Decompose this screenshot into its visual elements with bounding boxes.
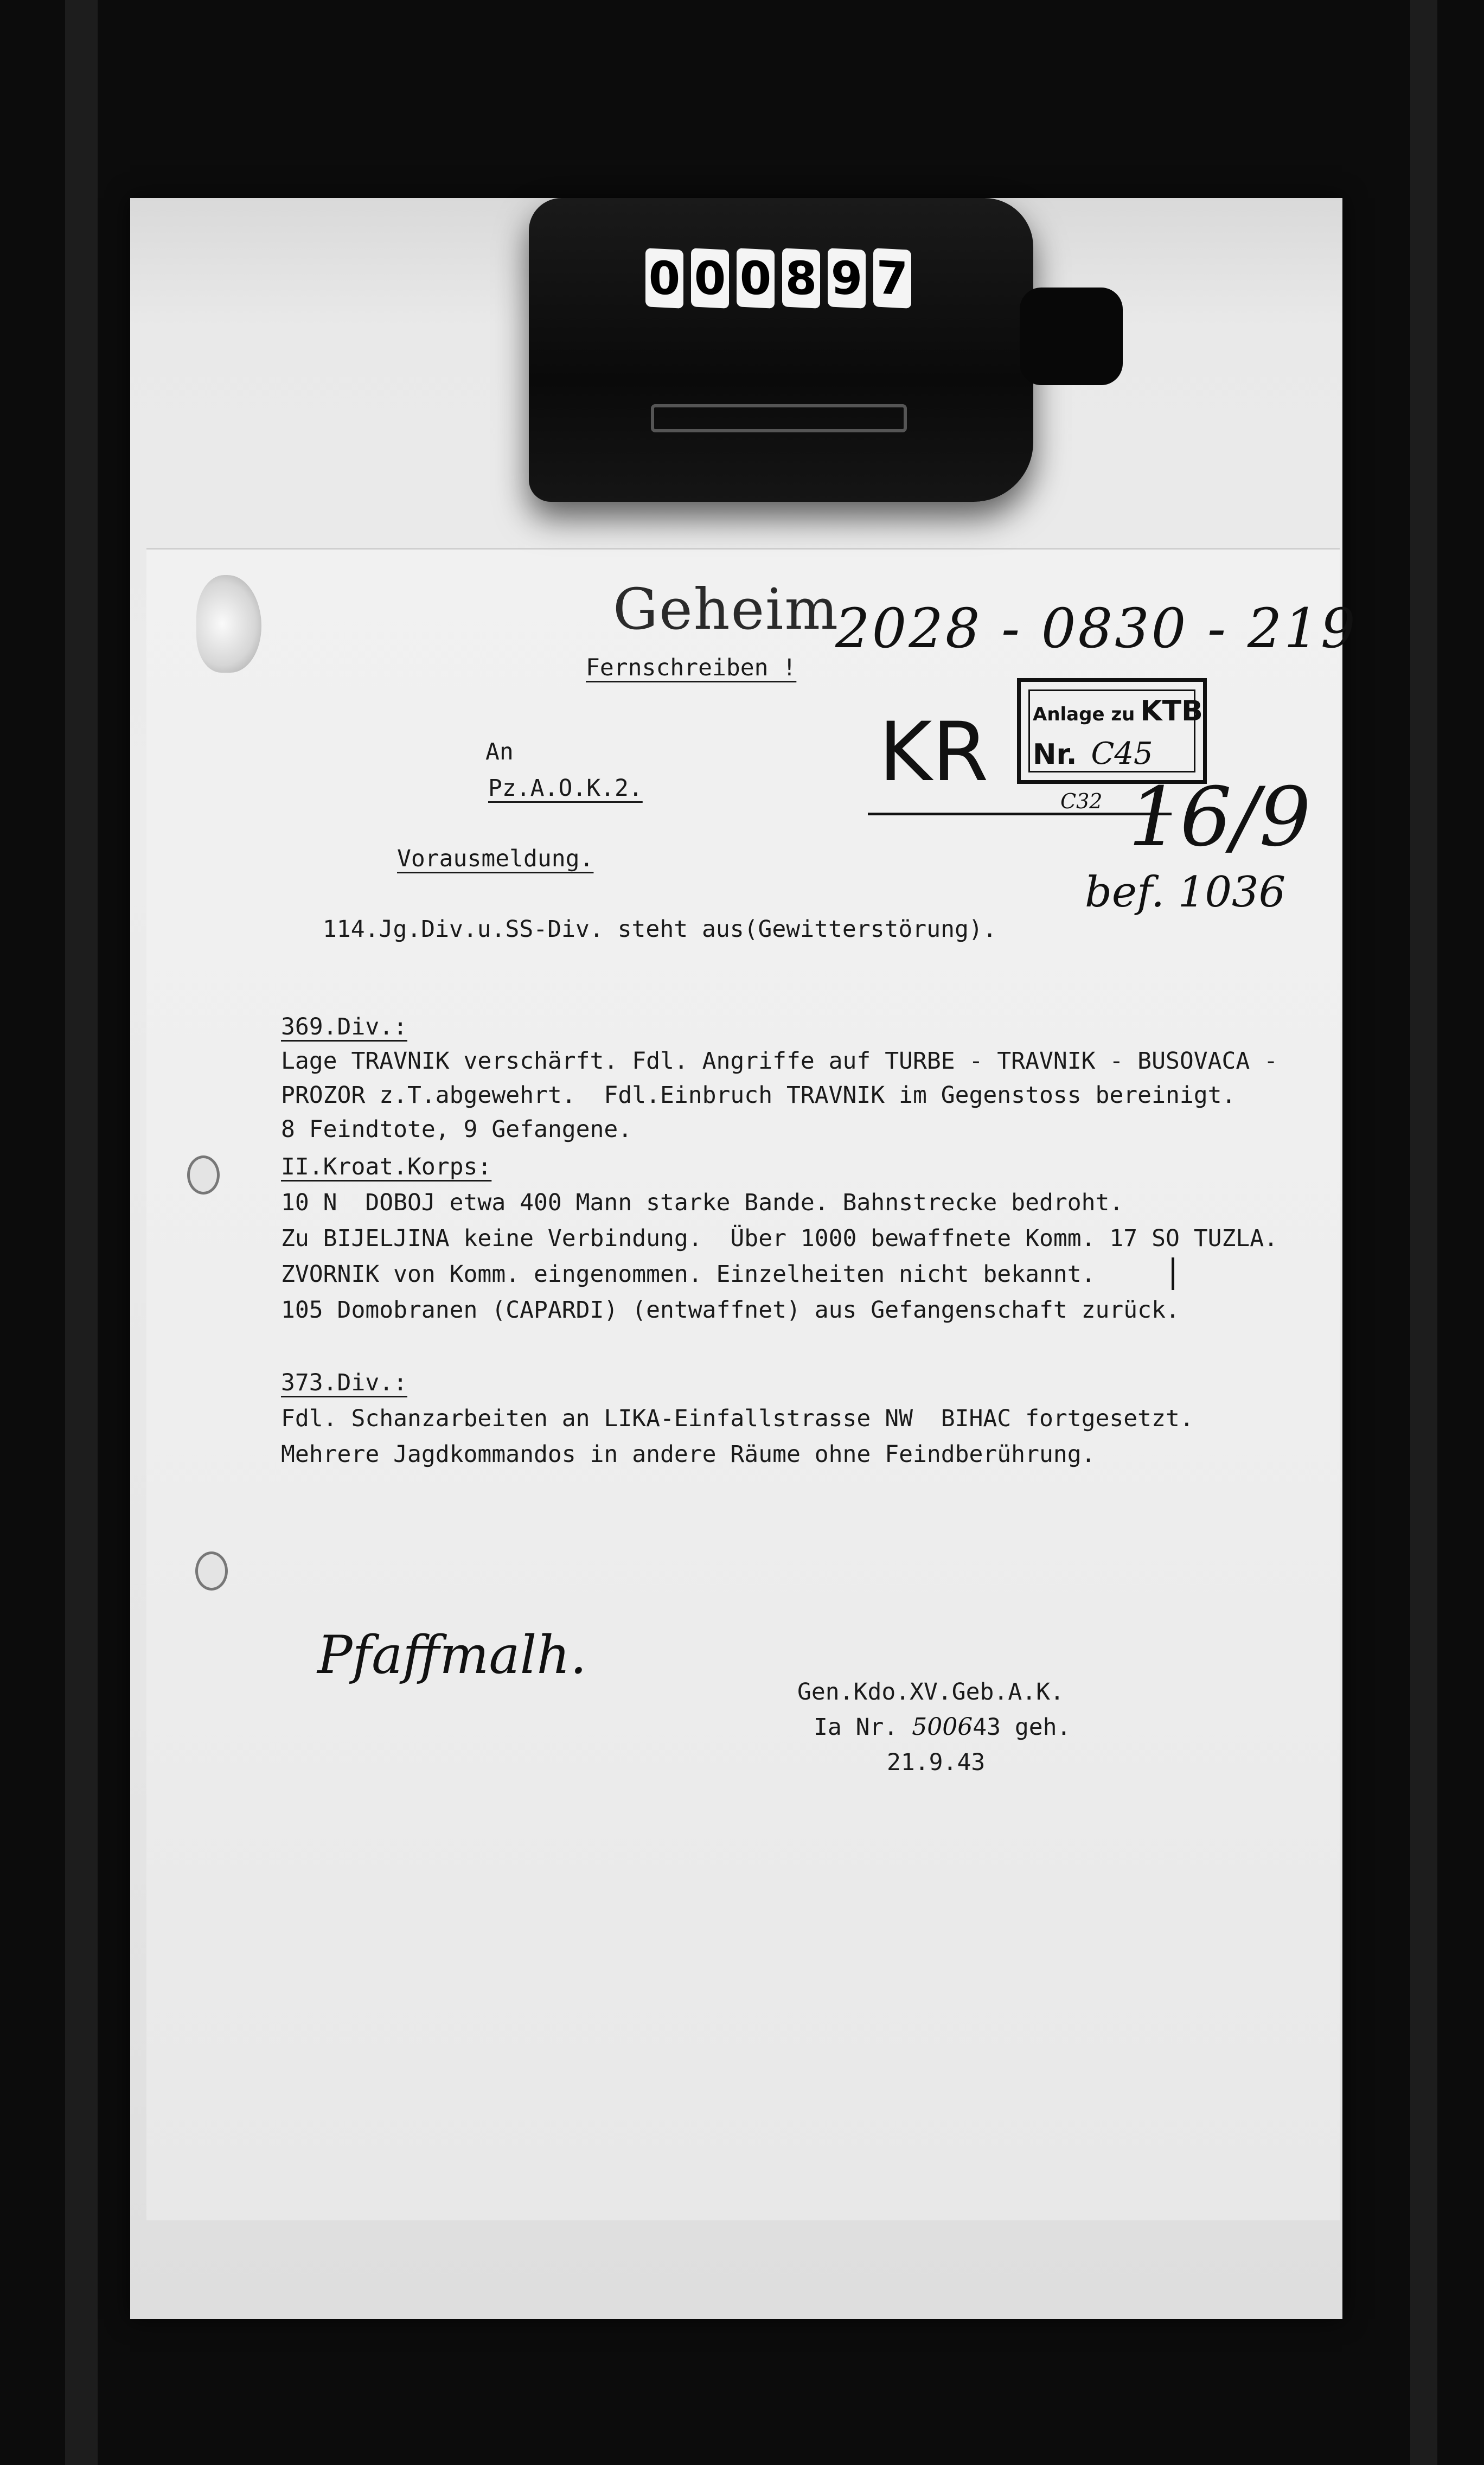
- frame-counter-slot: [651, 404, 907, 432]
- sender-date: 21.9.43: [887, 1749, 986, 1776]
- handwritten-bef: bef. 1036: [1085, 868, 1286, 917]
- handwritten-reference: 2028 - 0830 - 219: [835, 597, 1358, 660]
- sender-ia-number: [814, 1715, 1071, 1739]
- intro-line: 114.Jg.Div.u.SS-Div. steht aus(Gewitterstörung).: [323, 916, 997, 943]
- counter-digit: 9: [828, 248, 866, 309]
- section-line: Zu BIJELJINA keine Verbindung. Über 1000 bewaffnete Komm. 17 SO TUZLA.: [281, 1225, 1278, 1252]
- signature: Pfaffmalh.: [317, 1625, 587, 1685]
- section-line: PROZOR z.T.abgewehrt. Fdl.Einbruch TRAVNIK im Gegenstoss bereinigt.: [281, 1082, 1236, 1109]
- subject-line: Vorausmeldung.: [397, 845, 594, 872]
- message-type: Fernschreiben !: [586, 654, 797, 681]
- section-heading: 373.Div.:: [281, 1369, 407, 1396]
- counter-digit: 8: [782, 248, 820, 309]
- section-line: Mehrere Jagdkommandos in andere Räume ohne Feindberührung.: [281, 1441, 1096, 1468]
- address-an: An: [485, 738, 514, 765]
- ktb-stamp: [1017, 678, 1207, 784]
- stamp-label: [1033, 695, 1203, 727]
- counter-digit: 7: [873, 248, 911, 309]
- stamp-number: [1033, 736, 1153, 771]
- section-line: 105 Domobranen (CAPARDI) (entwaffnet) aus Gefangenschaft zurück.: [281, 1297, 1180, 1324]
- frame-counter-knob: [1020, 288, 1123, 385]
- frame-counter-digits: [645, 241, 949, 315]
- stamp-ktb: KTB: [1140, 695, 1203, 727]
- address-recipient: Pz.A.O.K.2.: [488, 775, 643, 802]
- sender-unit: Gen.Kdo.XV.Geb.A.K.: [797, 1678, 1064, 1706]
- handwritten-ia-number: 5006: [912, 1713, 973, 1741]
- section-line: 10 N DOBOJ etwa 400 Mann starke Bande. Bahnstrecke bedroht.: [281, 1189, 1124, 1216]
- section-heading: II.Kroat.Korps:: [281, 1153, 492, 1180]
- section-line: 8 Feindtote, 9 Gefangene.: [281, 1116, 632, 1143]
- punch-hole-upper: [187, 1155, 220, 1195]
- stamp-anlage: Anlage zu: [1033, 704, 1135, 725]
- punch-hole-lower: [195, 1551, 228, 1591]
- film-border-right: [1410, 0, 1437, 2465]
- counter-digit: 0: [737, 248, 775, 309]
- counter-digit: 0: [645, 248, 683, 309]
- handwritten-number: 16/9: [1128, 770, 1311, 865]
- film-border-left: [65, 0, 98, 2465]
- section-heading: 369.Div.:: [281, 1013, 407, 1040]
- sender-ia-prefix: Ia Nr.: [814, 1714, 898, 1741]
- section-line: Lage TRAVNIK verschärft. Fdl. Angriffe auf TURBE - TRAVNIK - BUSOVACA -: [281, 1048, 1278, 1075]
- stamp-nr-label: Nr.: [1033, 738, 1077, 771]
- classification-heading: Geheim: [613, 576, 840, 642]
- stamp-nr-value: C45: [1091, 736, 1153, 771]
- sender-ia-suffix: 43 geh.: [973, 1714, 1071, 1741]
- kr-underline: [868, 813, 1172, 815]
- section-line: Fdl. Schanzarbeiten an LIKA-Einfallstrasse NW BIHAC fortgesetzt.: [281, 1405, 1194, 1432]
- section-line: ZVORNIK von Komm. eingenommen. Einzelheiten nicht bekannt.: [281, 1261, 1096, 1288]
- handwritten-kr: KR: [879, 705, 989, 800]
- margin-mark: [1172, 1257, 1174, 1290]
- handwritten-small-ref: C32: [1060, 789, 1103, 813]
- counter-digit: 0: [691, 248, 729, 309]
